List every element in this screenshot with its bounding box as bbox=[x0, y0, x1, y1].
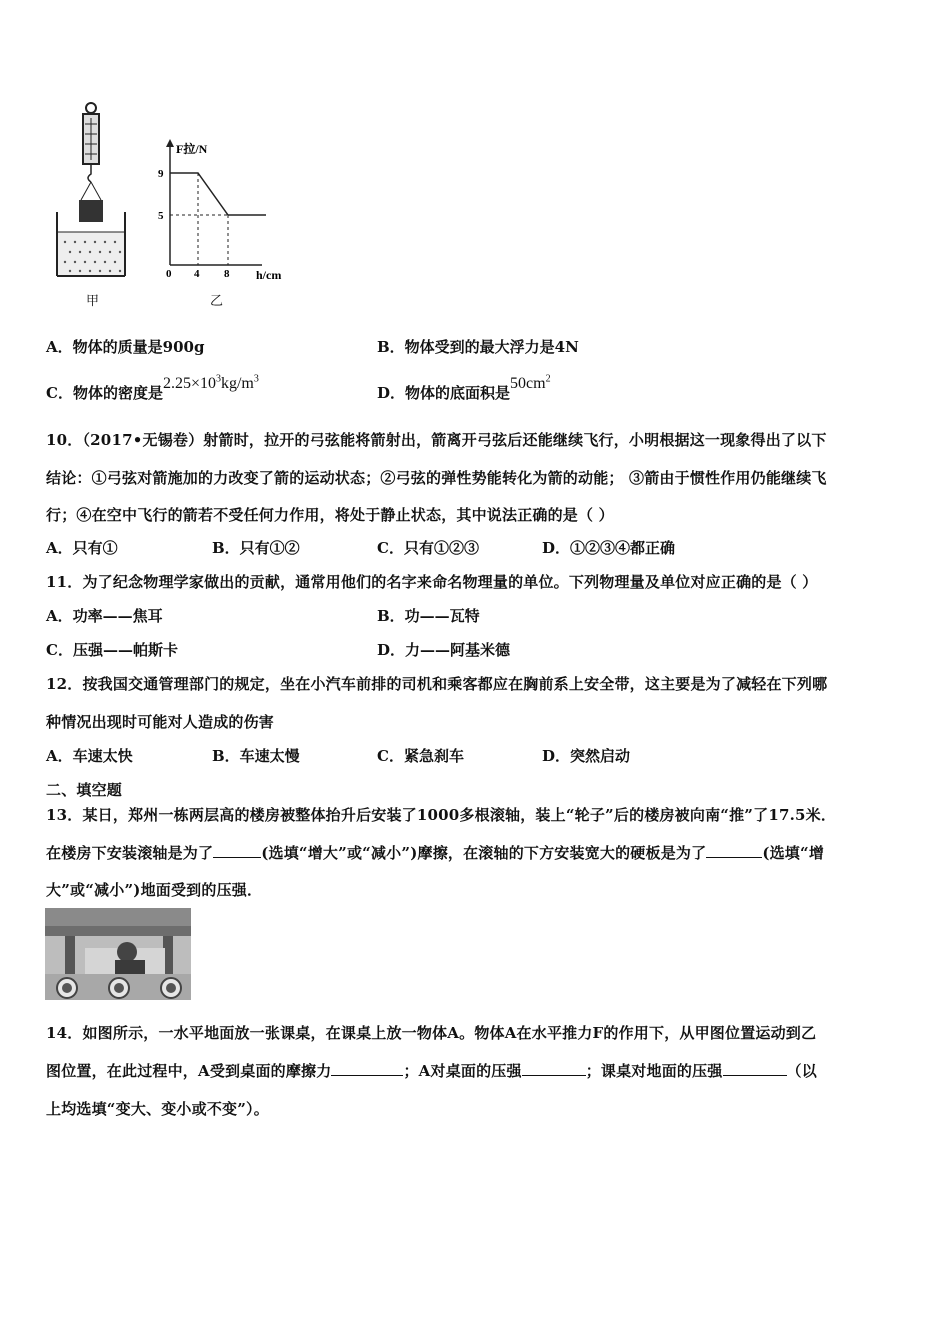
area-formula: $50cm^2$ bbox=[510, 373, 551, 392]
density-formula: $2.25\times 10^3kg/m^3$ bbox=[162, 373, 259, 392]
graph-x-tick-4: 4 bbox=[194, 268, 200, 280]
graph-x-tick-0: 0 bbox=[166, 268, 172, 280]
graph-x-label: h/cm bbox=[256, 268, 282, 282]
figure-label-jia: 甲 bbox=[86, 294, 100, 309]
q9-option-c-prefix: C．物体的密度是 bbox=[46, 384, 163, 402]
q13-blank-1[interactable] bbox=[213, 857, 261, 858]
q10-option-b: B．只有①② bbox=[212, 539, 300, 557]
q12-option-d: D．突然启动 bbox=[542, 747, 631, 765]
graph-y-tick-5: 5 bbox=[158, 210, 164, 222]
q9-option-d-prefix: D．物体的底面积是 bbox=[377, 384, 511, 402]
graph-y-tick-9: 9 bbox=[158, 168, 164, 180]
q13-blank-2[interactable] bbox=[706, 857, 762, 858]
q10-line-3: 行；④在空中飞行的箭若不受任何力作用，将处于静止状态，其中说法正确的是（ ） bbox=[46, 506, 614, 524]
building-rollers-photo bbox=[45, 908, 191, 1000]
q11-option-c: C．压强——帕斯卡 bbox=[46, 641, 178, 659]
q12-line-2: 种情况出现时可能对人造成的伤害 bbox=[46, 713, 275, 731]
q12-option-b: B．车速太慢 bbox=[212, 747, 300, 765]
graph-y-label: F拉/N bbox=[176, 142, 208, 156]
q14-blank-1[interactable] bbox=[331, 1075, 403, 1076]
q10-option-c: C．只有①②③ bbox=[377, 539, 479, 557]
q13-line-2: 在楼房下安装滚轴是为了 (选填“增大”或“减小”)摩擦，在滚轴的下方安装宽大的硬板是为了 (选填“增 bbox=[46, 844, 825, 862]
q14-blank-3[interactable] bbox=[723, 1075, 787, 1076]
q11-option-d: D．力——阿基米德 bbox=[377, 641, 511, 659]
q11-option-b: B．功——瓦特 bbox=[377, 607, 480, 625]
q14-line-1: 14．如图所示，一水平地面放一张课桌，在课桌上放一物体A。物体A在水平推力F的作用下，从甲图位置运动到乙 bbox=[46, 1024, 817, 1042]
graph-x-tick-8: 8 bbox=[224, 268, 230, 280]
q13-line-1: 13．某日，郑州一栋两层高的楼房被整体抬升后安装了1000多根滚轴，装上“轮子”后的楼房被向南“推”了17.5米． bbox=[46, 806, 837, 824]
q11-option-a: A．功率——焦耳 bbox=[46, 607, 163, 625]
q14-line-3: 上均选填“变大、变小或不变”）。 bbox=[46, 1100, 269, 1118]
q14-line-2: 图位置，在此过程中，A受到桌面的摩擦力 ；A对桌面的压强 ；课桌对地面的压强 （以 bbox=[46, 1062, 817, 1080]
q10-line-1: 10．（2017•无锡卷）射箭时，拉开的弓弦能将箭射出，箭离开弓弦后还能继续飞行，小明根据这一现象得出了以下 bbox=[46, 431, 827, 449]
figure-force-depth-graph bbox=[150, 135, 300, 285]
q10-option-a: A．只有① bbox=[46, 539, 118, 557]
q9-option-c bbox=[46, 373, 259, 403]
q12-option-a: A．车速太快 bbox=[46, 747, 133, 765]
q9-option-b: B．物体受到的最大浮力是4N bbox=[377, 338, 579, 356]
figure-spring-scale bbox=[55, 100, 135, 280]
q12-option-c: C．紧急刹车 bbox=[377, 747, 464, 765]
q13-line-3: 大”或“减小”)地面受到的压强． bbox=[46, 881, 263, 899]
q12-line-1: 12．按我国交通管理部门的规定，坐在小汽车前排的司机和乘客都应在胸前系上安全带，这主要是为了减轻在下列哪 bbox=[46, 675, 828, 693]
q9-option-d bbox=[377, 373, 551, 403]
q11-line-1: 11．为了纪念物理学家做出的贡献，通常用他们的名字来命名物理量的单位。下列物理量及单位对应正确的是（ ） bbox=[46, 573, 818, 591]
q9-option-a: A．物体的质量是900g bbox=[46, 338, 205, 356]
q10-line-2: 结论：①弓弦对箭施加的力改变了箭的运动状态；②弓弦的弹性势能转化为箭的动能； ③箭由于惯性作用仍能继续飞 bbox=[46, 469, 827, 487]
q14-blank-2[interactable] bbox=[522, 1075, 586, 1076]
figure-label-yi: 乙 bbox=[210, 294, 224, 309]
section-heading: 二、填空题 bbox=[46, 781, 123, 799]
q10-option-d: D．①②③④都正确 bbox=[542, 539, 676, 557]
